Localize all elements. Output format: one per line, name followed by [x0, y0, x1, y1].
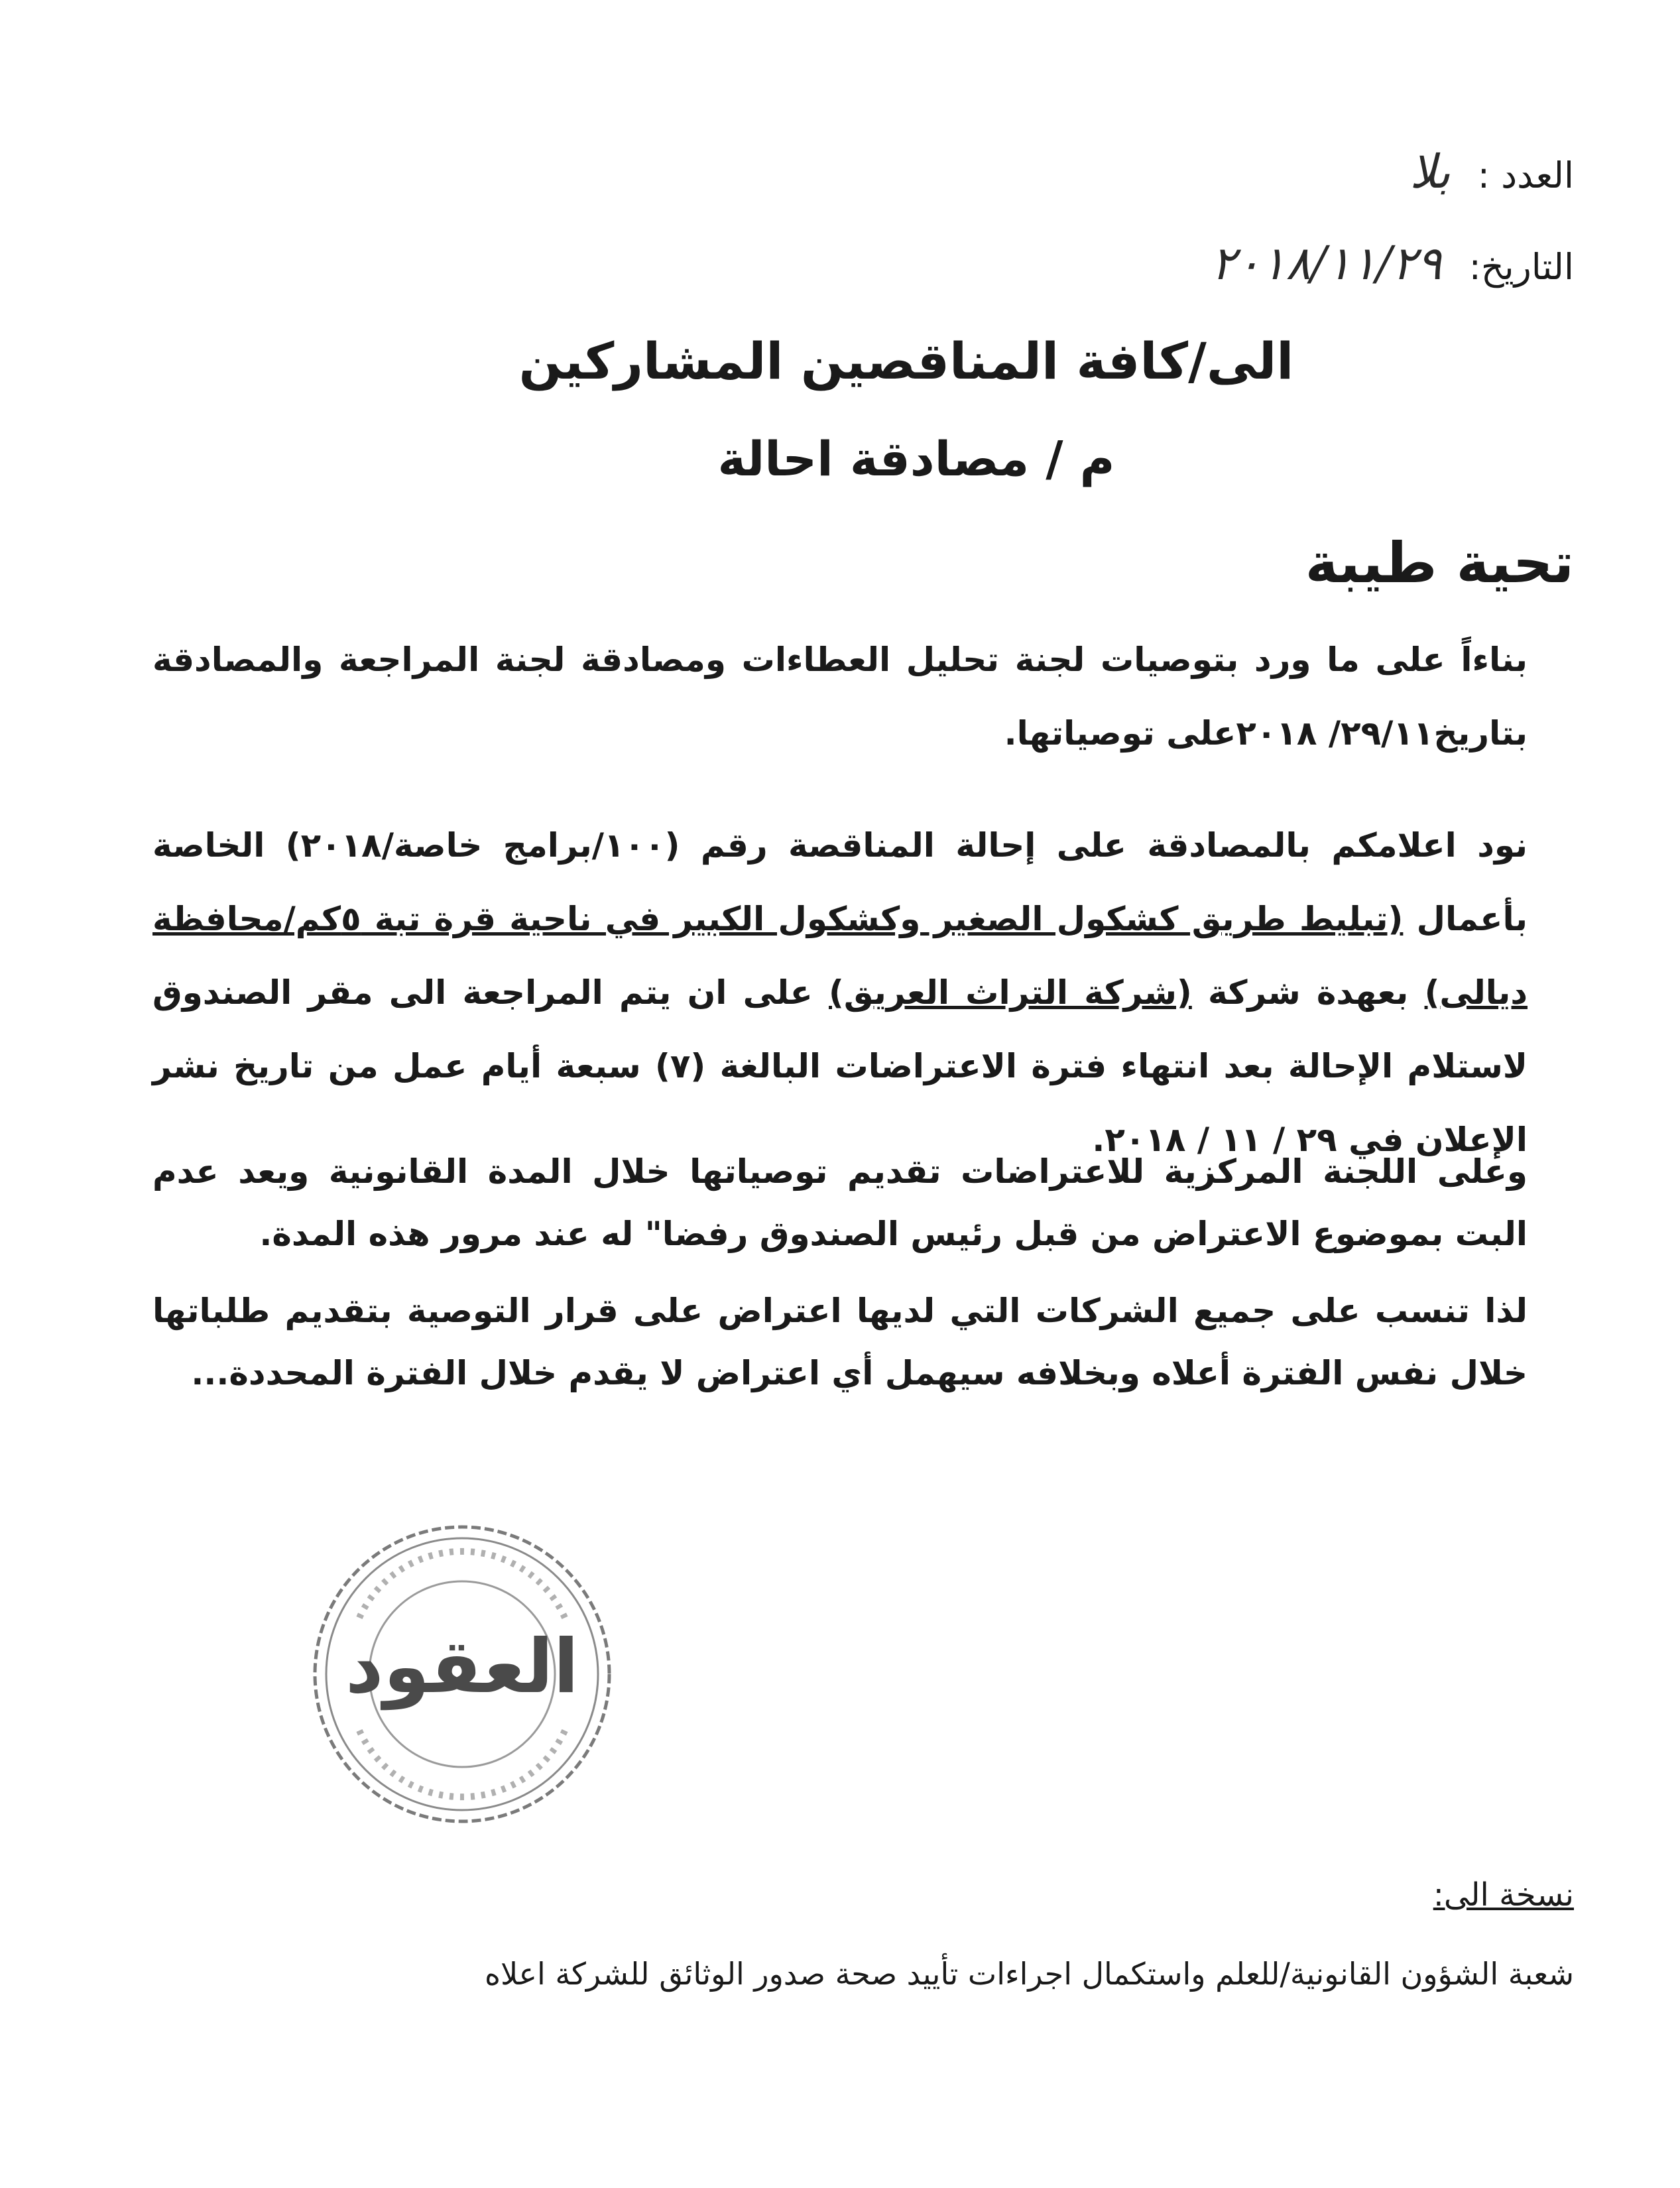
stamp-text: العقود: [345, 1624, 579, 1710]
date-label: التاريخ:: [1469, 246, 1574, 288]
recipient-heading: الى/كافة المناقصين المشاركين: [518, 332, 1294, 391]
contracts-stamp: [306, 1518, 618, 1830]
date-line: [1211, 236, 1575, 290]
subject-heading: م / مصادقة احالة: [717, 431, 1115, 487]
p2-part-a: نود اعلامكم بالمصادقة على إحالة المناقصة رقم (١٠٠/برامج خاصة/٢٠١٨) الخاصة بأعمال: [152, 826, 1528, 938]
copy-to-line: شعبة الشؤون القانونية/للعلم واستكمال اجراءات تأييد صحة صدور الوثائق للشركة اعلاه: [484, 1956, 1574, 1992]
reference-number-line: [1410, 145, 1574, 199]
company-name-underlined: (شركة التراث العريق): [829, 973, 1192, 1012]
project-name-underlined: (تبليط طريق كشكول الصغير وكشكول الكبير في ناحية قرة تبة ٥كم/محافظة ديالى): [152, 900, 1528, 1012]
body-paragraph-2: [152, 809, 1528, 1177]
date-value-handwritten: ٢٠١٨/١١/٢٩: [1211, 236, 1442, 290]
copy-to-label: نسخة الى:: [1433, 1876, 1574, 1914]
greeting: تحية طيبة: [1305, 530, 1574, 595]
body-paragraph-1: بناءاً على ما ورد بتوصيات لجنة تحليل العطاءات ومصادقة لجنة المراجعة والمصادقة بتاريخ٢٩/١١/ ٢٠١٨على توصياتها.: [152, 640, 1528, 753]
number-value-handwritten: بلا: [1410, 145, 1451, 199]
p2-part-e: على ان يتم المراجعة الى مقر الصندوق لاستلام الإحالة بعد انتهاء فترة الاعتراضات البالغة (٧) سبعة أيام عمل من تاريخ نشر الإعلان في ٢٩ / ١١ / ٢٠١٨.: [152, 973, 1528, 1159]
body-paragraph-3: وعلى اللجنة المركزية للاعتراضات تقديم توصياتها خلال المدة القانونية ويعد عدم البت بموضوع الاعتراض من قبل رئيس الصندوق رفضا" له عند مرور هذه المدة.: [152, 1152, 1528, 1253]
body-paragraph-4: لذا تنسب على جميع الشركات التي لديها اعتراض على قرار التوصية بتقديم طلباتها خلال نفس الفترة أعلاه وبخلافه سيهمل أي اعتراض لا يقدم خلال الفترة المحددة...: [152, 1292, 1528, 1392]
number-label: العدد :: [1477, 154, 1574, 196]
p2-part-c: بعهدة شركة: [1191, 973, 1425, 1012]
